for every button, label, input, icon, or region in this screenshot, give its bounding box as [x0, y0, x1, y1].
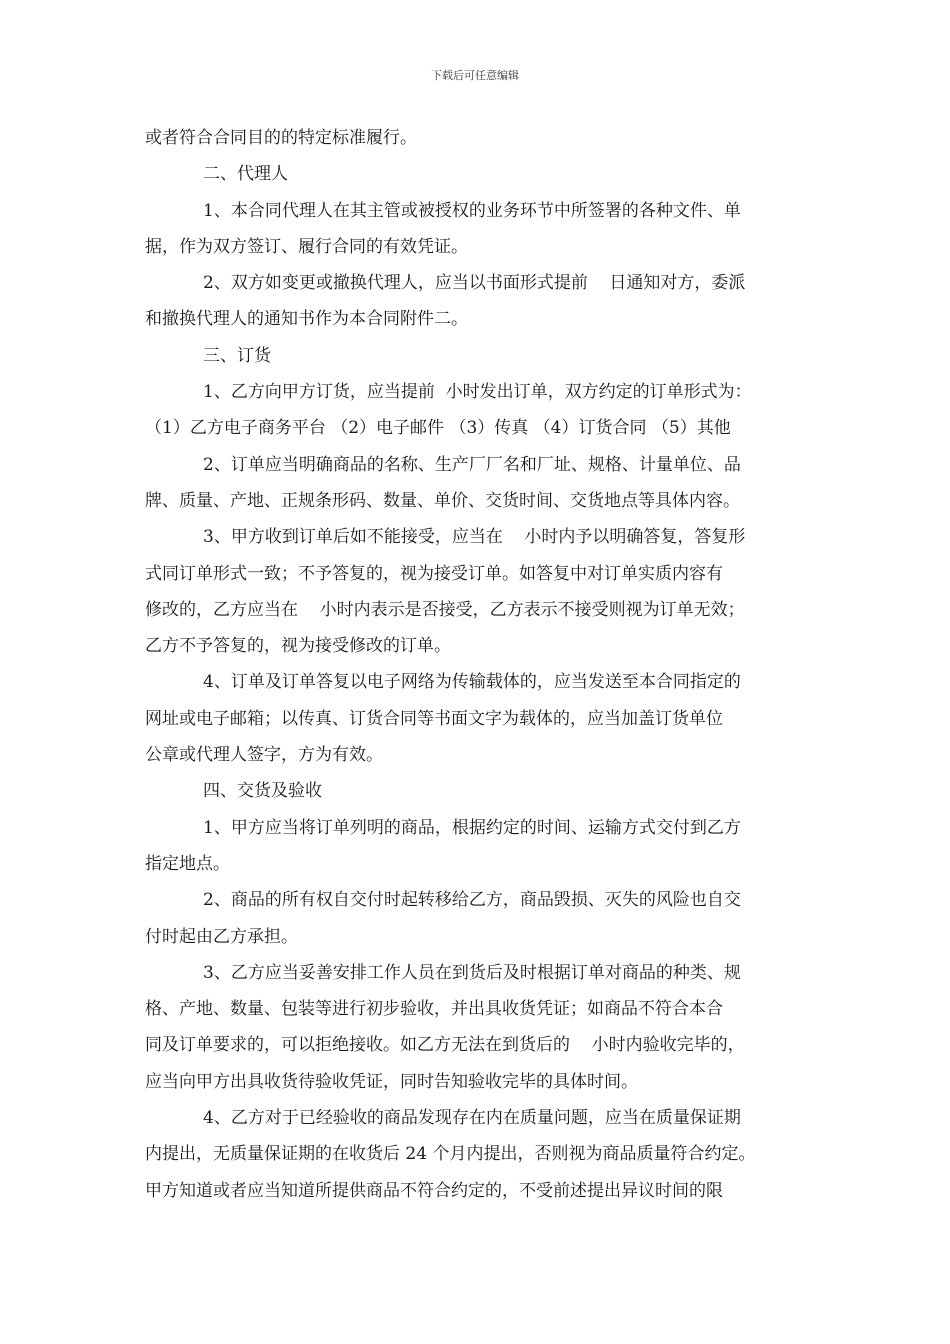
text-line: 格、产地、数量、包装等进行初步验收，并出具收货凭证；如商品不符合本合: [145, 999, 723, 1020]
text-line: 应当向甲方出具收货待验收凭证，同时告知验收完毕的具体时间。: [145, 1071, 638, 1092]
text-line: 指定地点。: [145, 853, 230, 874]
text-line: 据，作为双方签订、履行合同的有效凭证。: [145, 236, 468, 257]
text-line: 3、乙方应当妥善安排工作人员在到货后及时根据订单对商品的种类、规: [203, 962, 741, 983]
text-line: 牌、质量、产地、正规条形码、数量、单价、交货时间、交货地点等具体内容。: [145, 490, 740, 511]
text-line: 1、乙方向甲方订货，应当提前 小时发出订单，双方约定的订单形式为：: [203, 382, 752, 403]
text-line: （1）乙方电子商务平台 （2）电子邮件 （3）传真 （4）订货合同 （5）其他: [145, 418, 731, 439]
text-line: 4、订单及订单答复以电子网络为传输载体的，应当发送至本合同指定的: [203, 672, 741, 693]
text-line: 二、代理人: [203, 164, 288, 185]
text-line: 乙方不予答复的，视为接受修改的订单。: [145, 636, 451, 657]
document-body: [145, 120, 810, 1209]
text-line: 甲方知道或者应当知道所提供商品不符合约定的，不受前述提出异议时间的限: [145, 1180, 723, 1201]
page-header: 下载后可任意编辑: [431, 69, 519, 82]
text-line: 或者符合合同目的的特定标准履行。: [145, 128, 417, 148]
text-line: 付时起由乙方承担。: [145, 926, 298, 947]
text-line: 3、甲方收到订单后如不能接受，应当在 小时内予以明确答复，答复形: [203, 527, 746, 548]
text-line: 2、商品的所有权自交付时起转移给乙方，商品毁损、灭失的风险也自交: [203, 890, 741, 911]
text-line: 三、订货: [203, 345, 271, 366]
text-line: 2、双方如变更或撤换代理人，应当以书面形式提前 日通知对方，委派: [203, 273, 746, 294]
text-line: 四、交货及验收: [203, 781, 322, 802]
text-line: 2、订单应当明确商品的名称、生产厂厂名和厂址、规格、计量单位、品: [203, 454, 741, 475]
text-line: 4、乙方对于已经验收的商品发现存在内在质量问题，应当在质量保证期: [203, 1108, 741, 1129]
text-line: 公章或代理人签字，方为有效。: [145, 745, 383, 766]
text-line: 网址或电子邮箱；以传真、订货合同等书面文字为载体的，应当加盖订货单位: [145, 708, 723, 729]
text-line: 式同订单形式一致；不予答复的，视为接受订单。如答复中对订单实质内容有: [145, 563, 723, 584]
text-line: 修改的，乙方应当在 小时内表示是否接受，乙方表示不接受则视为订单无效；: [145, 599, 745, 620]
text-line: 同及订单要求的，可以拒绝接收。如乙方无法在到货后的 小时内验收完毕的，: [145, 1035, 745, 1056]
text-line: 1、本合同代理人在其主管或被授权的业务环节中所签署的各种文件、单: [203, 200, 741, 221]
text-line: 1、甲方应当将订单列明的商品，根据约定的时间、运输方式交付到乙方: [203, 817, 741, 838]
text-line: 和撤换代理人的通知书作为本合同附件二。: [145, 309, 468, 330]
text-line: 内提出，无质量保证期的在收货后 24 个月内提出，否则视为商品质量符合约定。: [145, 1144, 756, 1165]
